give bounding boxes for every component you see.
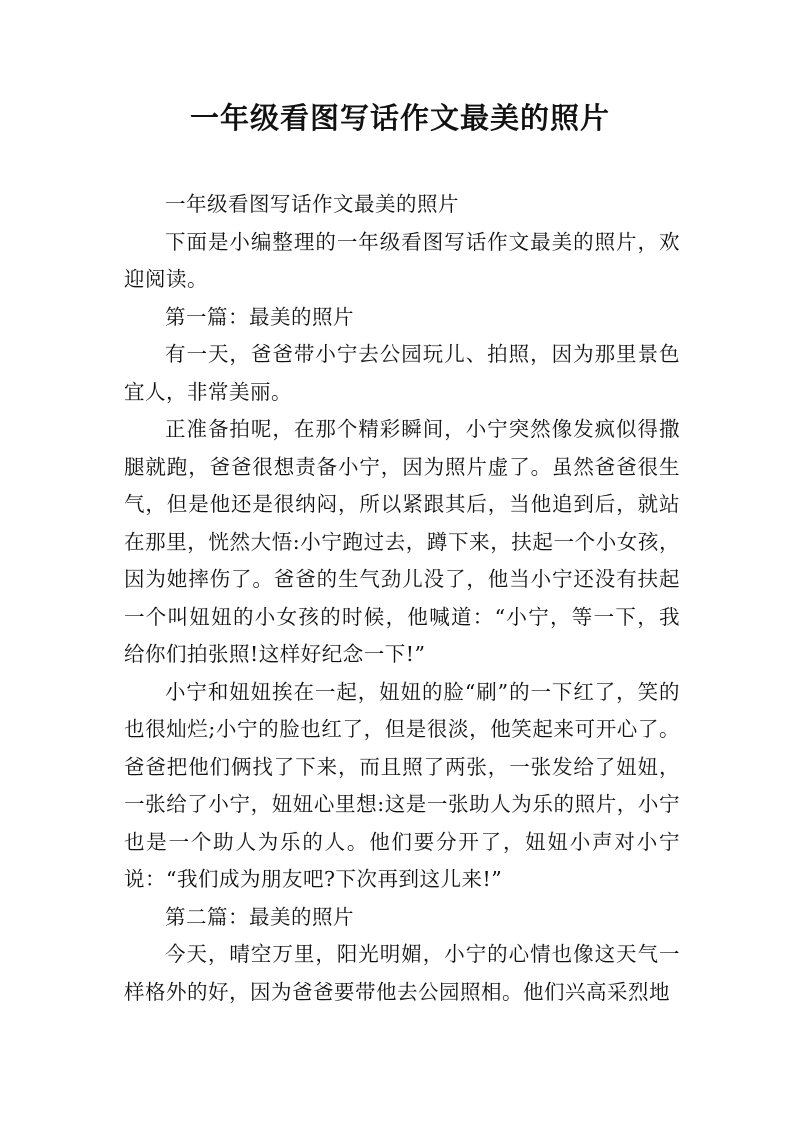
paragraph: 有一天，爸爸带小宁去公园玩儿、拍照，因为那里景色宜人，非常美丽。 <box>124 342 680 404</box>
paragraph-intro: 下面是小编整理的一年级看图写话作文最美的照片，欢迎阅读。 <box>124 229 680 291</box>
paragraph: 小宁和妞妞挨在一起，妞妞的脸“刷”的一下红了，笑的也很灿烂;小宁的脸也红了，但是很淡，他笑起来可开心了。爸爸把他们俩找了下来，而且照了两张，一张发给了妞妞，一张给了小宁，妞妞心里想:这是一张助人为乐的照片，小宁也是一个助人为乐的人。他们要分开了，妞妞小声对小宁说：“我们成为朋友吧?下次再到这儿来!” <box>124 679 680 891</box>
document-title: 一年级看图写话作文最美的照片 <box>189 101 610 135</box>
document-body <box>124 186 680 1011</box>
paragraph: 今天，晴空万里，阳光明媚，小宁的心情也像这天气一样格外的好，因为爸爸要带他去公园照相。他们兴高采烈地 <box>124 942 680 1004</box>
section-heading-1: 第一篇：最美的照片 <box>165 304 354 329</box>
paragraph-subtitle: 一年级看图写话作文最美的照片 <box>165 192 459 216</box>
paragraph: 正准备拍呢，在那个精彩瞬间，小宁突然像发疯似得撒腿就跑，爸爸很想责备小宁，因为照片虚了。虽然爸爸很生气，但是他还是很纳闷，所以紧跟其后，当他追到后，就站在那里，恍然大悟:小宁跑过去，蹲下来，扶起一个小女孩，因为她摔伤了。爸爸的生气劲儿没了，他当小宁还没有扶起一个叫妞妞的小女孩的时候，他喊道：“小宁，等一下，我给你们拍张照!这样好纪念一下!” <box>124 417 680 666</box>
section-heading-2: 第二篇：最美的照片 <box>165 904 354 929</box>
